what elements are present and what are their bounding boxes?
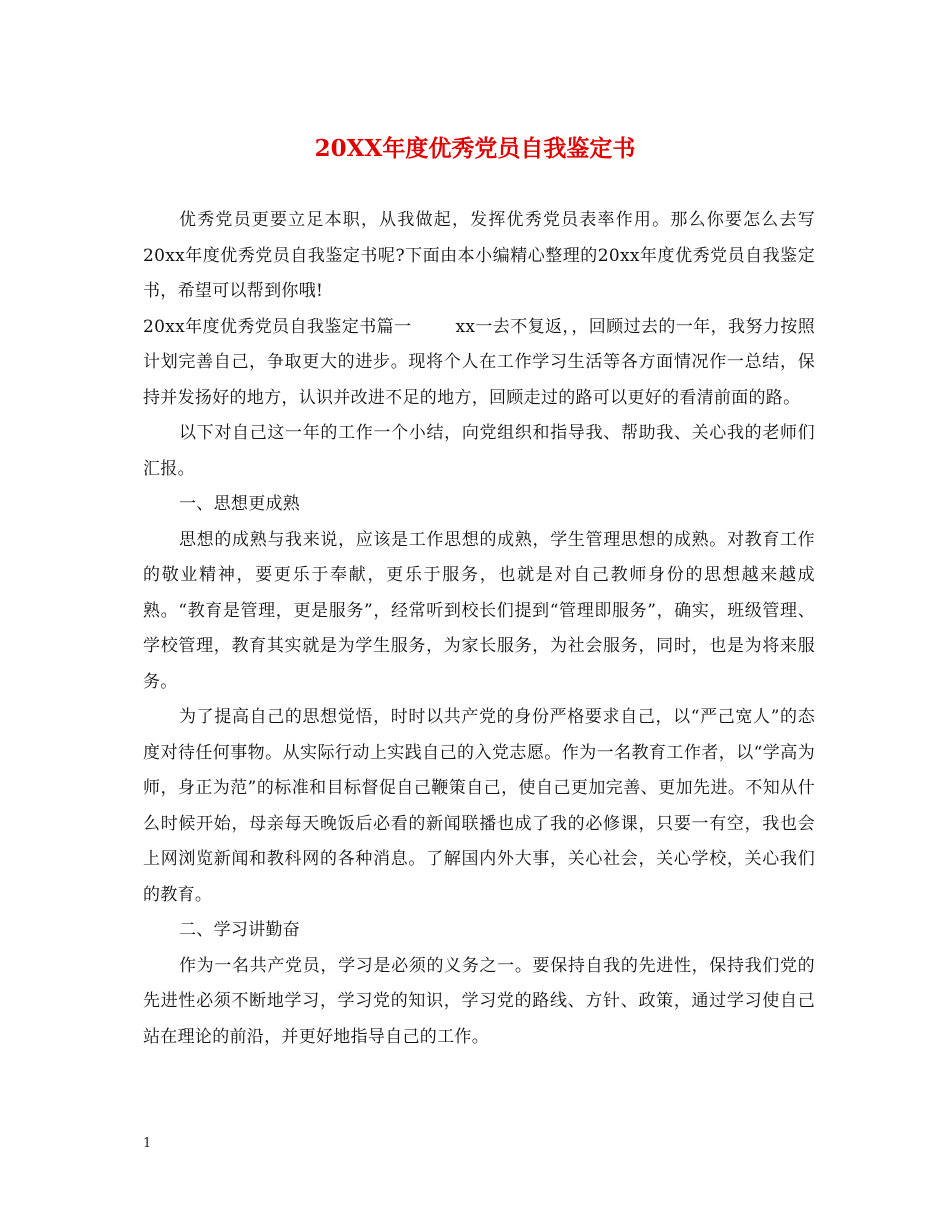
heading-thought: 一、思想更成熟: [179, 494, 301, 514]
intro-paragraph: 优秀党员更要立足本职，从我做起，发挥优秀党员表率作用。那么你要怎么去写20xx年度优秀党员自我鉴定书呢?下面由本小编精心整理的20xx年度优秀党员自我鉴定书，希望可以帮到你哦!: [143, 210, 815, 301]
section-one-text: xx一去不复返，，回顾过去的一年，我努力按照计划完善自己，争取更大的进步。现将个人在工作学习生活等各方面情况作一总结，保持并发扬好的地方，认识并改进不足的地方，回顾走过的路可以更好的看清前面的路。: [143, 316, 816, 408]
study-paragraph: 作为一名共产党员，学习是必须的义务之一。要保持自我的先进性，保持我们党的先进性必须不断地学习，学习党的知识，学习党的路线、方针、政策，通过学习使自己站在理论的前沿，并更好地指导自己的工作。: [143, 955, 815, 1047]
section-one-paragraph: [143, 310, 815, 417]
thought-paragraph-1: 思想的成熟与我来说，应该是工作思想的成熟，学生管理思想的成熟。对教育工作的敬业精神，要更乐于奉献，更乐于服务，也就是对自己教师身份的思想越来越成熟。“教育是管理，更是服务”，经常听到校长们提到“管理即服务”，确实，班级管理、学校管理，教育其实就是为学生服务，为家长服务，为社会服务，同时，也是为将来服务。: [143, 529, 815, 692]
section-one-label: 20xx年度优秀党员自我鉴定书篇一: [143, 316, 412, 337]
thought-paragraph-2: 为了提高自己的思想觉悟，时时以共产党的身份严格要求自己，以“严己宽人”的态度对待任何事物。从实际行动上实践自己的入党志愿。作为一名教育工作者，以“学高为师，身正为范”的标准和目标督促自己鞭策自己，使自己更加完善、更加先进。不知从什么时候开始，母亲每天晚饭后必看的新闻联播也成了我的必修课，只要一有空，我也会上网浏览新闻和教科网的各种消息。了解国内外大事，关心社会，关心学校，关心我们的教育。: [143, 707, 815, 905]
page-number: 1: [143, 1136, 152, 1151]
heading-study: 二、学习讲勤奋: [179, 920, 301, 940]
document-title: 20XX年度优秀党员自我鉴定书: [314, 135, 636, 162]
summary-paragraph: 以下对自己这一年的工作一个小结，向党组织和指导我、帮助我、关心我的老师们汇报。: [143, 423, 815, 479]
document-body: [143, 203, 815, 1055]
